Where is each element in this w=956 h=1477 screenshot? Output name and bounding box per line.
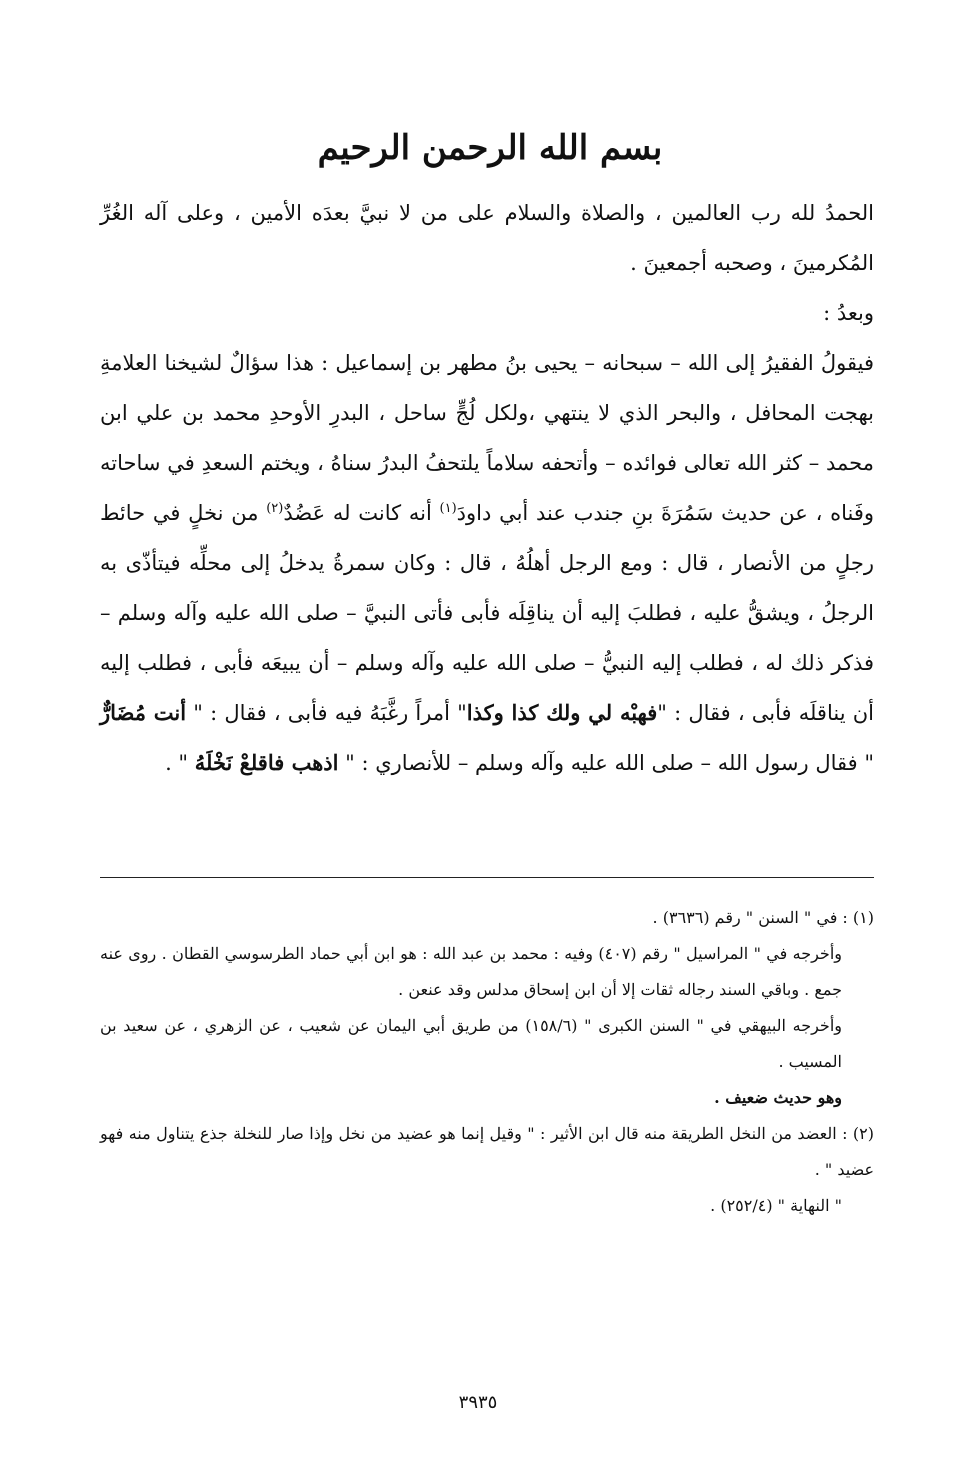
wa-bad-line: وبعدُ : (823, 301, 874, 325)
basmala-heading: بسم الله الرحمن الرحيم (317, 128, 663, 168)
hadith-quote-2: أنت مُضَارٌّ (100, 700, 187, 725)
paragraph-text-part: فيقولُ الفقيرُ إلى الله – سبحانه – يحيى بنُ مطهر بن إسماعيل : هذا سؤالٌ لشيخنا العلامةِ بهجت المحافل ، والبحر الذي لا ينتهي ،ولكل لُجٍّ ساحل ، البدرِ الأوحدِ محمد بن علي ابن محمد – كثر الله تعالى فوائده – وأتحفه سلاماً يلتحفُ البدرُ سناهُ ، ويختم السعدِ في ساحاته وفَناه ، عن حديث سَمُرَةَ بنِ جندب عند أبي داودَ (100, 351, 874, 525)
footnote-2-reference: " النهاية " (٢٥٢/٤) . (710, 1196, 842, 1215)
footnote-1-source: (١) : في " السنن " رقم (٣٦٣٦) . (652, 908, 874, 927)
paragraph-text-part: من نخلٍ في حائط رجلٍ من الأنصار ، قال : ومع الرجل أهلُهُ ، قال : وكان سمرةُ يدخلُ إلى محلِّه فيتأذّى به الرجلُ ، ويشقُّ عليه ، فطلبَ إليه أن يناقِلَه فأبى فأتى النبيَّ – صلى الله عليه وآله وسلم – فذكر ذلك له ، فطلب إليه النبيُّ – صلى الله عليه وآله وسلم – أن يبيعَه فأبى ، فطلب إليه أن يناقلَه فأبى ، فقال : " (100, 501, 874, 725)
question-paragraph (100, 338, 874, 788)
paragraph-text-part: " . (165, 751, 195, 775)
footnote-marker-1: (١) (439, 501, 457, 516)
main-text-body (100, 188, 874, 788)
paragraph-text-part: " أمراً رغَّبَهُ فيه فأبى ، فقال : " (186, 701, 467, 725)
footnote-separator (100, 877, 874, 878)
hadith-quote-1: فهبْه لي ولك كذا وكذا (466, 700, 658, 725)
footnote-2-definition: (٢) : العضد من النخل الطريقة منه قال ابن الأثير : " وقيل إنما هو عضيد من نخل وإذا صار للنخلة جذع يتناول منه فهو عضيد " . (100, 1124, 874, 1179)
paragraph-text-part: " فقال رسول الله – صلى الله عليه وآله وسلم – للأنصاري : " (338, 751, 874, 775)
hadith-quote-3: اذهب فاقلعْ نَخْلَهُ (194, 750, 339, 775)
footnote-marker-2: (٢) (266, 501, 284, 516)
footnote-1-marasil: وأخرجه في " المراسيل " رقم (٤٠٧) وفيه : محمد بن عبد الله : هو ابن أبي حماد الطرسوسي القطان . روى عنه جمع . وباقي السند رجاله ثقات إلا أن ابن إسحاق مدلس وقد عنعن . (100, 944, 842, 999)
paragraph-text-part: أنه كانت له عَضُدٌ (283, 501, 440, 525)
praise-paragraph: الحمدُ لله رب العالمين ، والصلاة والسلام على من لا نبيَّ بعدَه الأمين ، وعلى آله الغُرِّ المُكرمينَ ، وصحبه أجمعينَ . (100, 201, 874, 275)
page-number: ٣٩٣٥ (458, 1392, 498, 1413)
footnote-1-verdict: وهو حديث ضعيف . (714, 1088, 842, 1107)
footnotes-section (100, 900, 874, 1224)
footnote-1-bayhaqi: وأخرجه البيهقي في " السنن الكبرى " (١٥٨/٦) من طريق أبي اليمان عن شعيب ، عن الزهري ، عن سعيد بن المسيب . (100, 1016, 842, 1071)
